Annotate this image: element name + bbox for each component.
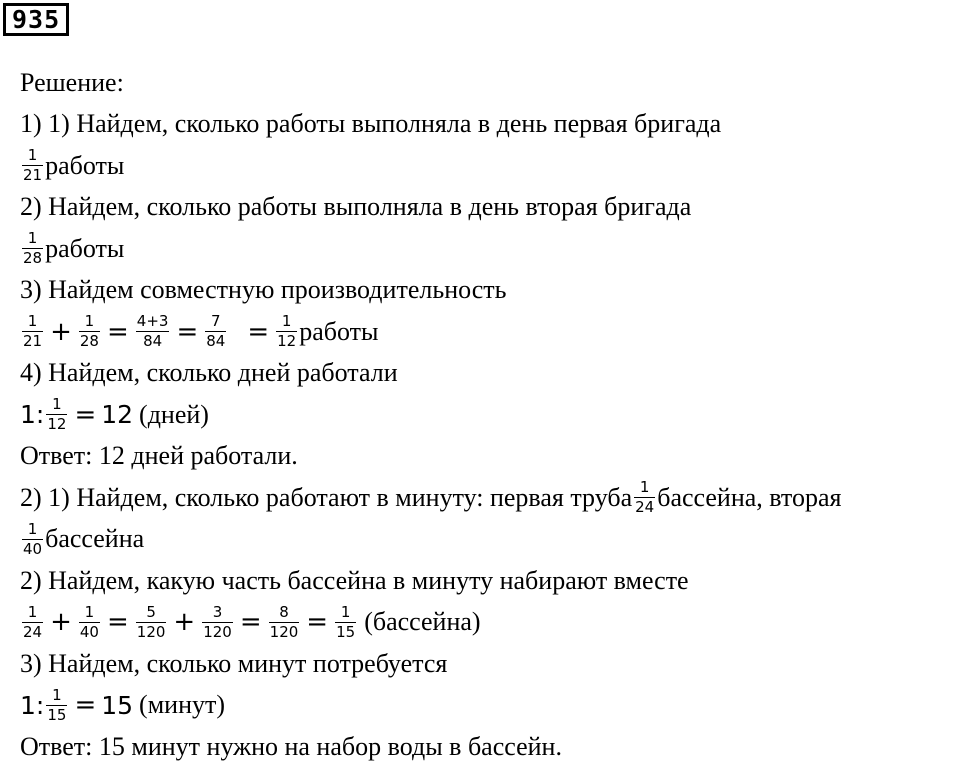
unit-text: работы xyxy=(299,316,379,346)
fraction-1-21 xyxy=(22,147,43,184)
denominator: 28 xyxy=(79,332,99,351)
plus-sign: + xyxy=(50,316,72,347)
line-fraction-first-brigade xyxy=(20,145,958,187)
numerator: 1 xyxy=(281,312,292,331)
result-value: 12 xyxy=(101,400,134,430)
answer-text: Ответ: 12 дней работали. xyxy=(20,441,298,471)
step-text-tail: бассейна, вторая xyxy=(657,482,842,512)
line-equation-pool-part xyxy=(20,602,958,644)
line-equation-days xyxy=(20,394,958,436)
denominator: 28 xyxy=(23,249,43,268)
line-answer-1 xyxy=(20,436,958,478)
numerator: 1 xyxy=(639,478,650,497)
denominator: 21 xyxy=(23,332,43,351)
fraction-1-28 xyxy=(22,230,43,267)
line-step-2-1 xyxy=(20,477,958,519)
fraction xyxy=(205,313,226,350)
equals-sign: = xyxy=(239,607,262,638)
unit-text: работы xyxy=(45,233,125,263)
denominator: 15 xyxy=(47,705,67,724)
numerator: 1 xyxy=(27,602,38,621)
line-step-2-2 xyxy=(20,560,958,602)
fraction-1-24 xyxy=(634,479,655,516)
line-equation-productivity xyxy=(20,311,958,353)
equals-sign: = xyxy=(247,316,270,347)
solution-heading: Решение: xyxy=(20,67,124,97)
equals-sign: = xyxy=(106,607,129,638)
fraction xyxy=(202,604,233,641)
step-text: 3) Найдем совместную производительность xyxy=(20,275,507,305)
line-step-1-1 xyxy=(20,104,958,146)
numerator: 3 xyxy=(212,602,223,621)
fraction xyxy=(22,313,43,350)
denominator: 12 xyxy=(277,332,297,351)
denominator: 12 xyxy=(47,415,67,434)
numerator: 4+3 xyxy=(136,312,169,331)
line-fraction-second-pipe xyxy=(20,519,958,561)
numerator: 1 xyxy=(27,146,38,165)
step-text: 2) Найдем, сколько работы выполняла в день вторая бригада xyxy=(20,192,692,222)
fraction xyxy=(136,313,170,350)
fraction xyxy=(79,604,100,641)
numerator: 1 xyxy=(27,312,38,331)
denominator: 84 xyxy=(206,332,226,351)
fraction xyxy=(46,396,67,433)
unit-text: (минут) xyxy=(139,690,226,720)
unit-text: (бассейна) xyxy=(364,607,481,637)
fraction xyxy=(335,604,356,641)
equals-sign: = xyxy=(306,607,329,638)
numerator: 1 xyxy=(52,685,62,704)
numerator: 1 xyxy=(340,602,351,621)
line-fraction-second-brigade xyxy=(20,228,958,270)
denominator: 21 xyxy=(23,166,43,185)
line-step-1-3 xyxy=(20,270,958,312)
line-answer-2 xyxy=(20,726,958,768)
denominator: 120 xyxy=(136,622,166,641)
line-step-2-3 xyxy=(20,643,958,685)
dividend: 1: xyxy=(20,690,45,720)
solution-text xyxy=(20,62,958,768)
plus-sign: + xyxy=(50,607,72,638)
denominator: 24 xyxy=(635,498,655,517)
denominator: 120 xyxy=(269,622,299,641)
equals-sign: = xyxy=(106,316,129,347)
fraction xyxy=(46,687,67,724)
line-step-1-2 xyxy=(20,187,958,229)
fraction xyxy=(79,313,100,350)
fraction xyxy=(276,313,297,350)
line-solution-heading xyxy=(20,62,958,104)
numerator: 1 xyxy=(52,395,62,414)
numerator: 1 xyxy=(84,312,95,331)
step-text: 4) Найдем, сколько дней работали xyxy=(20,358,398,388)
numerator: 1 xyxy=(27,229,38,248)
denominator: 24 xyxy=(23,622,43,641)
unit-text: (дней) xyxy=(139,399,209,429)
denominator: 40 xyxy=(23,539,43,558)
fraction xyxy=(22,604,43,641)
fraction xyxy=(269,604,300,641)
line-step-1-4 xyxy=(20,353,958,395)
step-text: 3) Найдем, сколько минут потребуется xyxy=(20,648,448,678)
answer-text: Ответ: 15 минут нужно на набор воды в бассейн. xyxy=(20,731,562,761)
equals-sign: = xyxy=(176,316,199,347)
result-value: 15 xyxy=(101,690,134,720)
fraction-1-40 xyxy=(22,521,43,558)
numerator: 5 xyxy=(146,602,156,621)
unit-text: работы xyxy=(45,150,125,180)
denominator: 120 xyxy=(203,622,232,641)
step-text: 1) 1) Найдем, сколько работы выполняла в день первая бригада xyxy=(20,109,722,139)
numerator: 1 xyxy=(27,519,38,538)
denominator: 15 xyxy=(336,622,356,641)
numerator: 7 xyxy=(211,312,221,331)
fraction xyxy=(136,604,167,641)
equals-sign: = xyxy=(74,690,97,721)
denominator: 84 xyxy=(136,331,170,350)
denominator: 40 xyxy=(79,622,99,641)
task-number-badge: 935 xyxy=(3,3,69,36)
numerator: 8 xyxy=(279,602,289,621)
numerator: 1 xyxy=(84,602,95,621)
equals-sign: = xyxy=(74,399,97,430)
step-text: 2) Найдем, какую часть бассейна в минуту набирают вместе xyxy=(20,565,689,595)
line-equation-minutes xyxy=(20,685,958,727)
step-text: 2) 1) Найдем, сколько работают в минуту: первая труба xyxy=(20,482,633,512)
plus-sign: + xyxy=(173,607,196,638)
unit-text: бассейна xyxy=(45,524,145,554)
dividend: 1: xyxy=(20,400,45,430)
